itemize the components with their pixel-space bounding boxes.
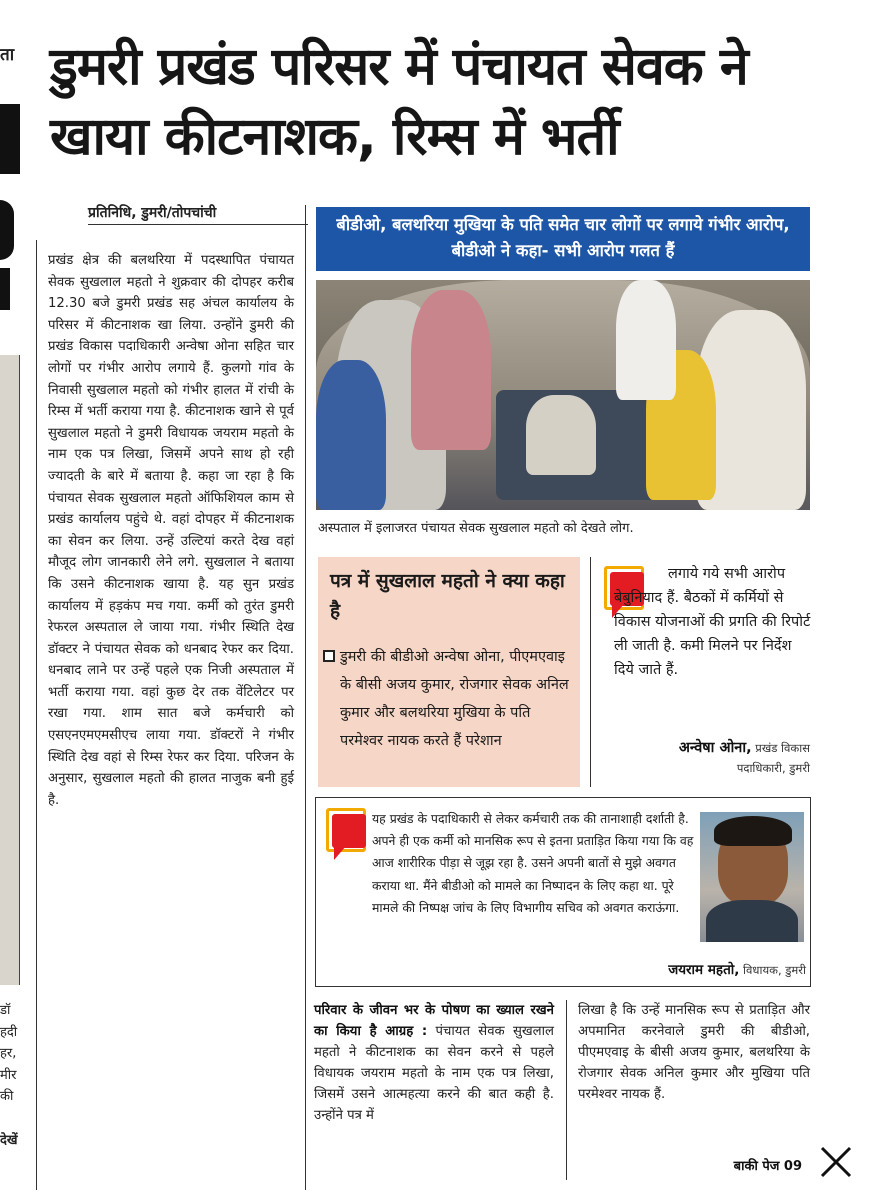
subsection-text: लिखा है कि उन्हें मानसिक रूप से प्रताड़ित और अपमानित करनेवाले डुमरी की बीडीओ, पीएमएवाइ के बीसी अजय कुमार, बलथरिया के रोजगार सेवक अनिल कुमार और मुखिया पति परमेश्वर नायक हैं. (578, 1003, 810, 1102)
column-divider (590, 557, 591, 787)
adjacent-text-line: की (0, 1089, 14, 1104)
adjacent-text-line: डॉ (0, 1003, 11, 1018)
mla-designation: विधायक, डुमरी (743, 963, 806, 977)
subheadline-banner: बीडीओ, बलथरिया मुखिया के पति समेत चार लोगों पर लगाये गंभीर आरोप, बीडीओ ने कहा- सभी आरोप गलत हैं (316, 207, 810, 271)
subsection-text: पंचायत सेवक सुखलाल महतो ने कीटनाशक का सेवन करने से पहले विधायक जयराम महतो के नाम एक पत्र लिखा, जिसमें उसने आत्महत्या करने की बात कही है. उन्होंने पत्र में (314, 1024, 554, 1123)
mla-portrait (700, 812, 804, 942)
close-icon[interactable] (814, 1140, 858, 1184)
adjacent-text-line: हदी (0, 1024, 18, 1040)
adjacent-text-line: देखें (0, 1132, 18, 1148)
column-divider (305, 205, 306, 1190)
officer-designation-line2: पदाधिकारी, डुमरी (736, 761, 810, 775)
mla-name: जयराम महतो, (668, 962, 740, 978)
byline: प्रतिनिधि, डुमरी/तोपचांची (88, 203, 308, 225)
column-divider (36, 240, 37, 1190)
mla-signature (560, 960, 806, 978)
article-body: प्रखंड क्षेत्र की बलथरिया में पदस्थापित पंचायत सेवक सुखलाल महतो ने शुक्रवार की दोपहर करीब 12.30 बजे डुमरी प्रखंड सह अंचल कार्यालय के परिसर में कीटनाशक खा लिया. उन्होंने डुमरी की प्रखंड विकास पदाधिकारी अन्वेषा ओना सहित चार लोगों पर गंभीर आरोप लगाये हैं. कुलगो गांव के निवासी सुखलाल महतो को गंभीर हालत में रांची के रिम्स में भर्ती कराया गया है. कीटनाशक खाने से पूर्व सुखलाल महतो ने डुमरी विधायक जयराम महतो के नाम एक पत्र लिखा, जिसमें अपने साथ हो रही ज्यादती के बारे में बताया है. कहा जा रहा है कि पंचायत सेवक सुखलाल महतो ऑफिशियल काम से प्रखंड कार्यालय पहुंचे थे. वहां दोपहर में कीटनाशक का सेवन कर लिया. उन्हें उल्टियां करते देख वहां मौजूद लोग जानकारी लेने लगे. सुखलाल ने बताया कि उसने कीटनाशक खाया है. यह सुन प्रखंड कार्यालय में हड़कंप मच गया. कर्मी को तुरंत डुमरी रेफरल अस्पताल ले जाया गया. गंभीर स्थिति देख डॉक्टर ने पंचायत सेवक को धनबाद रेफर कर दिया. धनबाद लाने पर उन्हें पहले एक निजी अस्पताल में भर्ती कराया गया. वहां कुछ देर तक वेंटिलेटर पर रखा गया. शाम सात बजे कर्मचारी को एसएनएमएमसीएच लाया गया. डॉक्टरों ने गंभीर स्थिति देख वहां से रिम्स रेफर कर दिया. परिजन के अनुसार, सुखलाल महतो की हालत नाजुक बनी हुई है. (48, 253, 294, 808)
adjacent-article-photo-edge (0, 355, 20, 985)
mla-quote-text: यह प्रखंड के पदाधिकारी से लेकर कर्मचारी तक की तानाशाही दर्शाती है. अपने ही एक कर्मी को मानसिक रूप से इतना प्रताड़ित किया गया कि वह आज शारीरिक पीड़ा से जूझ रहा है. उसने अपनी बातों से मुझे अवगत कराया था. मैंने बीडीओ को मामले का निष्पादन के लिए कहा था. पूरे मामले की निष्पक्ष जांच के लिए विभागीय सचिव को अवगत कराऊंगा. (372, 811, 694, 915)
article-body-continued-right (578, 1000, 810, 1105)
officer-signature (596, 738, 810, 778)
officer-quote-text: लगाये गये सभी आरोप बेबुनियाद हैं. बैठकों में कर्मियों से विकास योजनाओं की प्रगति की रिपोर्ट ली जाती है. कमी मिलने पर निर्देश दिये जाते हैं. (614, 566, 811, 678)
officer-designation: प्रखंड विकास (755, 741, 810, 755)
square-bullet-icon (323, 650, 335, 662)
adjacent-article-headline-stroke (0, 200, 14, 260)
continued-on-page: बाकी पेज 09 (733, 1159, 802, 1174)
adjacent-article-headline-stroke (0, 104, 20, 174)
quote-icon (326, 808, 370, 864)
officer-name: अन्वेषा ओना, (678, 740, 752, 756)
photo-caption: अस्पताल में इलाजरत पंचायत सेवक सुखलाल महतो को देखते लोग. (318, 521, 634, 536)
subsection-lead: परिवार के जीवन भर के पोषण का ख्याल रखने का किया है आग्रह : (314, 1003, 554, 1039)
letter-summary-title: पत्र में सुखलाल महतो ने क्या कहा है (330, 570, 565, 622)
hospital-photo (316, 280, 810, 510)
adjacent-article-fragment: ता (0, 45, 15, 65)
letter-summary-text: डुमरी की बीडीओ अन्वेषा ओना, पीएमएवाइ के बीसी अजय कुमार, रोजगार सेवक अनिल कुमार और बलथरिया मुखिया के पति परमेश्वर नायक करते हैं परेशान (340, 649, 569, 749)
adjacent-text-line: हर, (0, 1046, 17, 1061)
adjacent-article-text (0, 1000, 24, 1151)
adjacent-text-line: मीर (0, 1067, 17, 1083)
article-body-continued-left (314, 1000, 554, 1126)
headline: डुमरी प्रखंड परिसर में पंचायत सेवक ने खाया कीटनाशक, रिम्स में भर्ती (50, 37, 748, 167)
adjacent-article-headline-stroke (0, 268, 10, 310)
column-divider (566, 1000, 567, 1180)
